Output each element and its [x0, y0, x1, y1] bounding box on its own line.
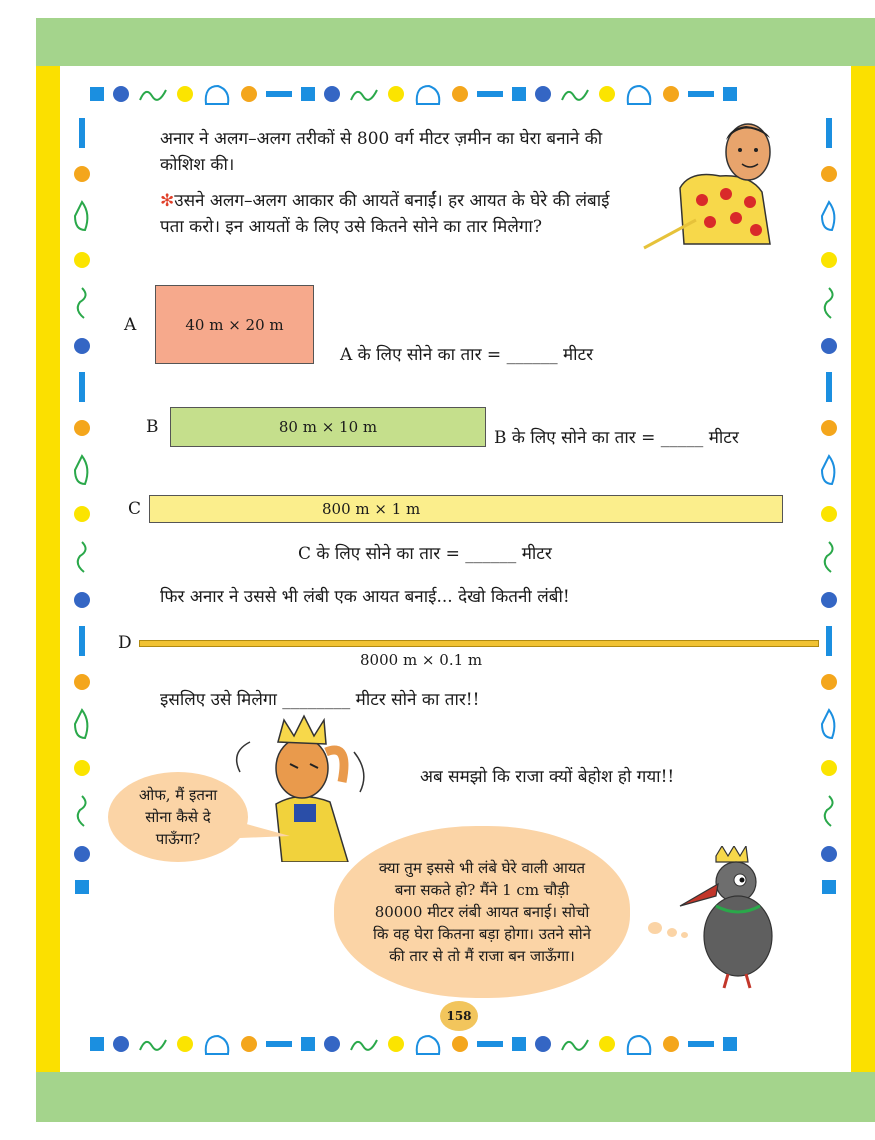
task-text [160, 188, 630, 240]
crow-speech-bubble [334, 826, 630, 998]
right-yellow-stripe [851, 66, 875, 1072]
rect-b-letter: B [146, 417, 159, 437]
intro-text: अनार ने अलग–अलग तरीकों से 800 वर्ग मीटर ज़मीन का घेरा बनाने की कोशिश की। [160, 129, 603, 175]
king-speech-bubble [108, 772, 248, 862]
top-green-band [36, 18, 875, 66]
rectangle-c [149, 495, 783, 523]
king-speech-text: ओफ, मैं इतना सोना कैसे दे पाऊँगा? [138, 786, 218, 848]
rect-a-dimensions: 40 m × 20 m [185, 315, 284, 334]
bottom-green-band [36, 1072, 875, 1122]
rect-c-answer: C के लिए सोने का तार = ______ मीटर [298, 544, 552, 564]
rect-c-letter: C [128, 499, 142, 519]
crow-speech-text: क्या तुम इससे भी लंबे घेरे वाली आयत बना सकते हो? मैंने 1 cm चौड़ी 80000 मीटर लंबी आयत बनाई। सोचो कि वह घेरा कितना बड़ा होगा। उतने सोने की तार से तो मैं राजा बन जाऊँगा। [373, 859, 591, 965]
page-number-badge [440, 1001, 478, 1031]
therefore-text: इसलिए उसे मिलेगा ________ मीटर सोने का तार!! [160, 690, 480, 710]
rect-b-dimensions: 80 m × 10 m [278, 418, 378, 436]
left-yellow-stripe [36, 66, 60, 1072]
task-question: उसने अलग–अलग आकार की आयतें बनाईं। हर आयत के घेरे की लंबाई पता करो। इन आयतों के लिए उसे कितने सोने का तार मिलेगा? [160, 191, 610, 237]
rect-a-answer: A के लिए सोने का तार = ______ मीटर [340, 345, 594, 365]
thought-dot-large [648, 922, 662, 934]
bottom-decorative-border [90, 1030, 820, 1058]
rectangle-b [170, 407, 486, 447]
rectangle-d [139, 640, 819, 647]
left-decorative-border [70, 118, 94, 1038]
crow-king-illustration [676, 846, 796, 992]
longer-rect-text: फिर अनार ने उससे भी लंबी एक आयत बनाई... देखो कितनी लंबी! [160, 587, 570, 607]
page-number: 158 [446, 1009, 472, 1023]
rect-b-answer: B के लिए सोने का तार = _____ मीटर [494, 428, 739, 448]
task-marker-icon: ✻ [160, 191, 175, 211]
rect-a-letter: A [124, 315, 137, 335]
rect-d-dimensions: 8000 m × 0.1 m [360, 651, 483, 669]
king-bubble-tail [232, 814, 292, 844]
rect-d-letter: D [118, 633, 132, 653]
king-fainted-text: अब समझो कि राजा क्यों बेहोश हो गया!! [420, 767, 675, 787]
right-decorative-border [817, 118, 841, 1038]
rectangle-a [155, 285, 314, 364]
top-decorative-border [90, 80, 820, 108]
anar-boy-illustration [640, 118, 790, 258]
rect-c-dimensions: 800 m × 1 m [322, 500, 421, 518]
